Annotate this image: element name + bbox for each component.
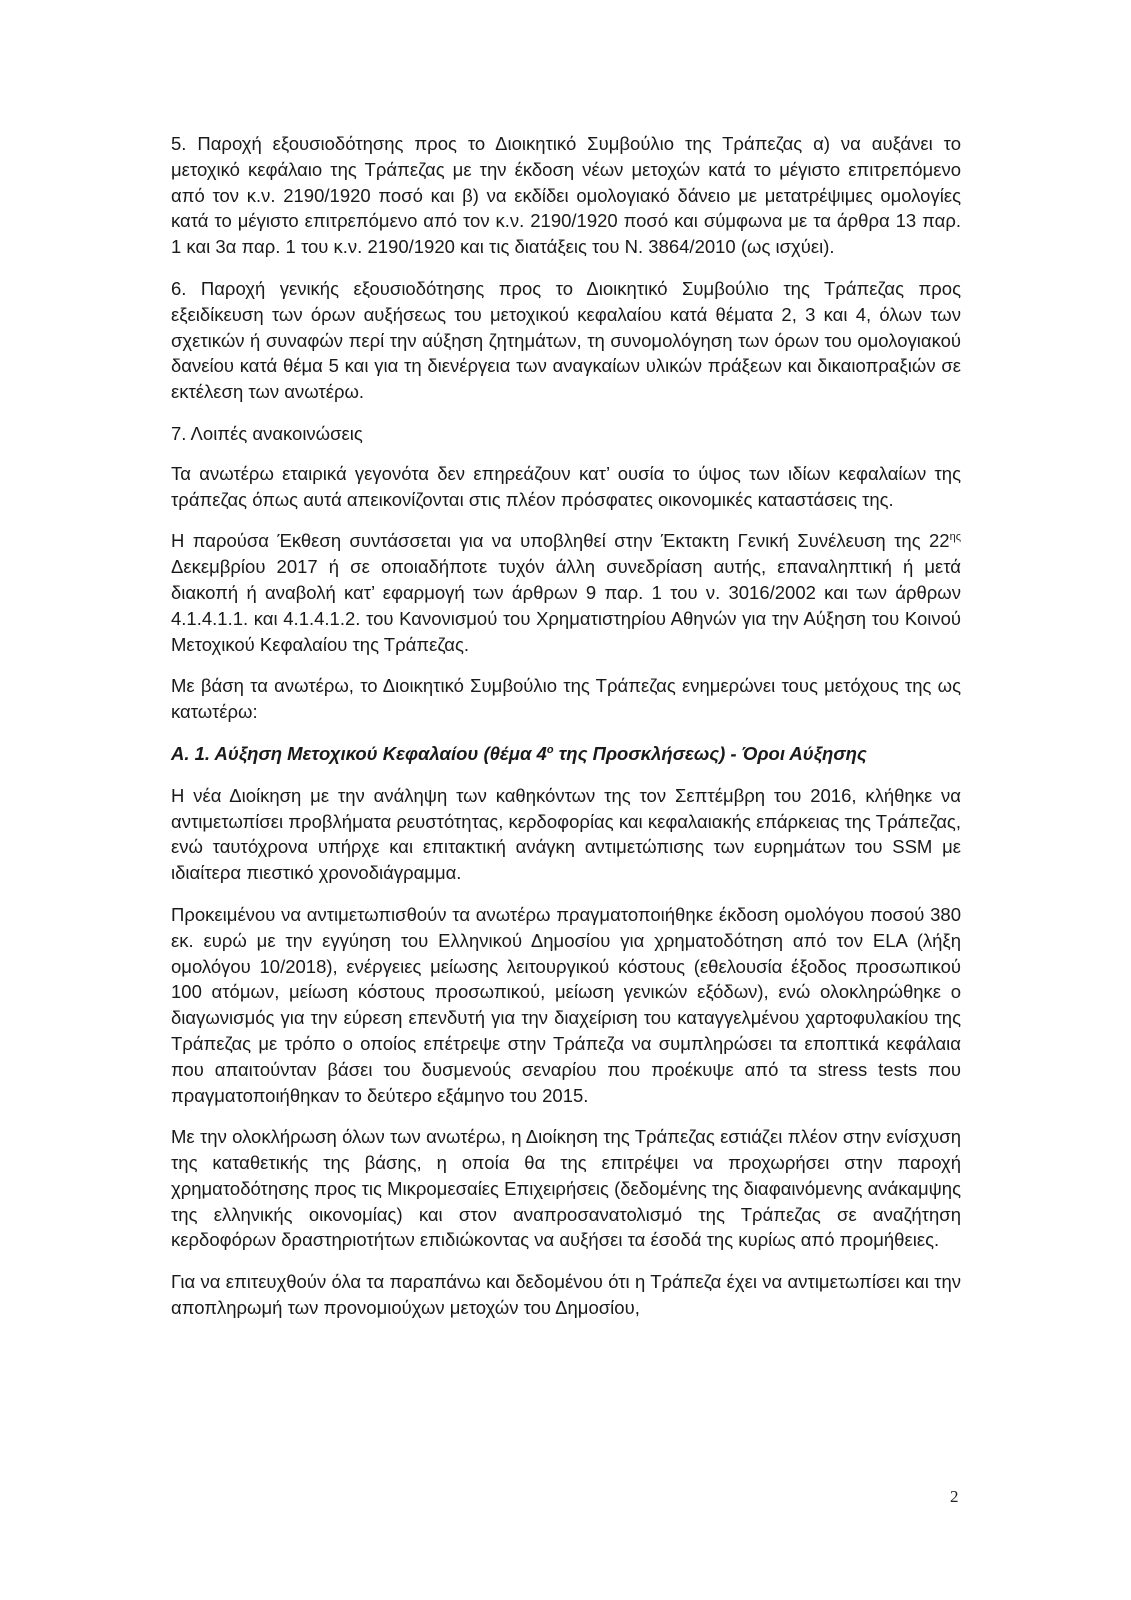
report-purpose-text-start: Η παρούσα Έκθεση συντάσσεται για να υποβληθεί στην Έκτακτη Γενική Συνέλευση της 22 xyxy=(171,530,950,552)
heading-ordinal-suffix: ο xyxy=(546,743,554,756)
paragraph-item-7: 7. Λοιπές ανακοινώσεις xyxy=(171,422,363,444)
paragraph-report-purpose xyxy=(171,528,961,657)
page-number: 2 xyxy=(950,1487,959,1506)
paragraph-item-6: 6. Παροχή γενικής εξουσιοδότησης προς το Διοικητικό Συμβούλιο της Τράπεζας προς εξειδίκευση των όρων αυξήσεως του μετοχικού κεφαλαίου κατά θέματα 2, 3 και 4, όλων των σχετικών ή συναφών περί την αύξηση ζητημάτων, τη συνομολόγηση των όρων του ομολογιακού δανείου κατά θέμα 5 και για τη διενέργεια των αναγκαίων υλικών πράξεων και δικαιοπραξιών σε εκτέλεση των ανωτέρω. xyxy=(171,277,961,403)
section-heading-text-end: της Προσκλήσεως) - Όροι Αύξησης xyxy=(553,742,867,764)
paragraph-measures-taken: Προκειμένου να αντιμετωπισθούν τα ανωτέρω πραγματοποιήθηκε έκδοση ομολόγου ποσού 380 εκ. ευρώ με την εγγύηση του Ελληνικού Δημοσίου για χρηματοδότηση από τον ELA (λήξη ομολόγου 10/2018), ενέργειες μείωσης λειτουργικού κόστους (εθελουσία έξοδος προσωπικού 100 ατόμων, μείωση κόστους προσωπικού, μείωση γενικών εξόδων), ενώ ολοκληρώθηκε ο διαγωνισμός για την εύρεση επενδυτή για την διαχείριση του καταγγελμένου χαρτοφυλακίου της Τράπεζας με τρόπο ο οποίος επέτρεψε στην Τράπεζα να συμπληρώσει τα εποπτικά κεφάλαια που απαιτούνταν βάσει του δυσμενούς σεναρίου που προέκυψε από τα stress tests που πραγματοποιήθηκαν το δεύτερο εξάμηνο του 2015. xyxy=(171,903,961,1106)
ordinal-suffix: ης xyxy=(949,531,961,544)
paragraph-new-management: Η νέα Διοίκηση με την ανάληψη των καθηκόντων της τον Σεπτέμβρη του 2016, κλήθηκε να αντιμετωπίσει προβλήματα ρευστότητας, κερδοφορίας και κεφαλαιακής επάρκειας της Τράπεζας, ενώ ταυτόχρονα υπήρχε και επιτακτική ανάγκη αντιμετώπισης των ευρημάτων του SSM με ιδιαίτερα πιεστικό χρονοδιάγραμμα. xyxy=(171,784,961,884)
paragraph-strategic-focus: Με την ολοκλήρωση όλων των ανωτέρω, η Διοίκηση της Τράπεζας εστιάζει πλέον στην ενίσχυση της καταθετικής της βάσης, η οποία θα της επιτρέψει να προχωρήσει στην παροχή χρηματοδότησης προς τις Μικρομεσαίες Επιχειρήσεις (δεδομένης της διαφαινόμενης ανάκαμψης της ελληνικής οικονομίας) και στον αναπροσανατολισμό της Τράπεζας σε αναζήτηση κερδοφόρων δραστηριοτήτων επιδιώκοντας να αυξήσει τα έσοδά της κυρίως από προμήθειες. xyxy=(171,1126,961,1251)
section-heading-text-start: Α. 1. Αύξηση Μετοχικού Κεφαλαίου (θέμα 4 xyxy=(171,742,547,764)
paragraph-equity-note: Τα ανωτέρω εταιρικά γεγονότα δεν επηρεάζουν κατ’ ουσία το ύψος των ιδίων κεφαλαίων της τράπεζας όπως αυτά απεικονίζονται στις πλέον πρόσφατες οικονομικές καταστάσεις της. xyxy=(171,462,961,510)
paragraph-board-informs: Με βάση τα ανωτέρω, το Διοικητικό Συμβούλιο της Τράπεζας ενημερώνει τους μετόχους της ως κατωτέρω: xyxy=(171,675,961,723)
report-purpose-text-end: Δεκεμβρίου 2017 ή σε οποιαδήποτε τυχόν άλλη συνεδρίαση αυτής, επαναληπτική ή μετά διακοπή ή αναβολή κατ’ εφαρμογή των άρθρων 9 παρ. 1 του ν. 3016/2002 και των άρθρων 4.1.4.1.1. και 4.1.4.1.2. του Κανονισμού του Χρηματιστηρίου Αθηνών για την Αύξηση του Κοινού Μετοχικού Κεφαλαίου της Τράπεζας. xyxy=(171,556,961,655)
paragraph-objectives: Για να επιτευχθούν όλα τα παραπάνω και δεδομένου ότι η Τράπεζα έχει να αντιμετωπίσει και την αποπληρωμή των προνομιούχων μετοχών του Δημοσίου, xyxy=(171,1271,961,1319)
section-heading xyxy=(171,741,961,767)
document-body xyxy=(171,131,961,1337)
paragraph-item-5: 5. Παροχή εξουσιοδότησης προς το Διοικητικό Συμβούλιο της Τράπεζας α) να αυξάνει το μετοχικό κεφάλαιο της Τράπεζας με την έκδοση νέων μετοχών κατά το μέγιστο επιτρεπόμενο από τον κ.ν. 2190/1920 ποσό και β) να εκδίδει ομολογιακό δάνειο με μετατρέψιμες ομολογίες κατά το μέγιστο επιτρεπόμενο από τον κ.ν. 2190/1920 ποσό και σύμφωνα με τα άρθρα 13 παρ. 1 και 3α παρ. 1 του κ.ν. 2190/1920 και τις διατάξεις του Ν. 3864/2010 (ως ισχύει). xyxy=(171,133,961,258)
